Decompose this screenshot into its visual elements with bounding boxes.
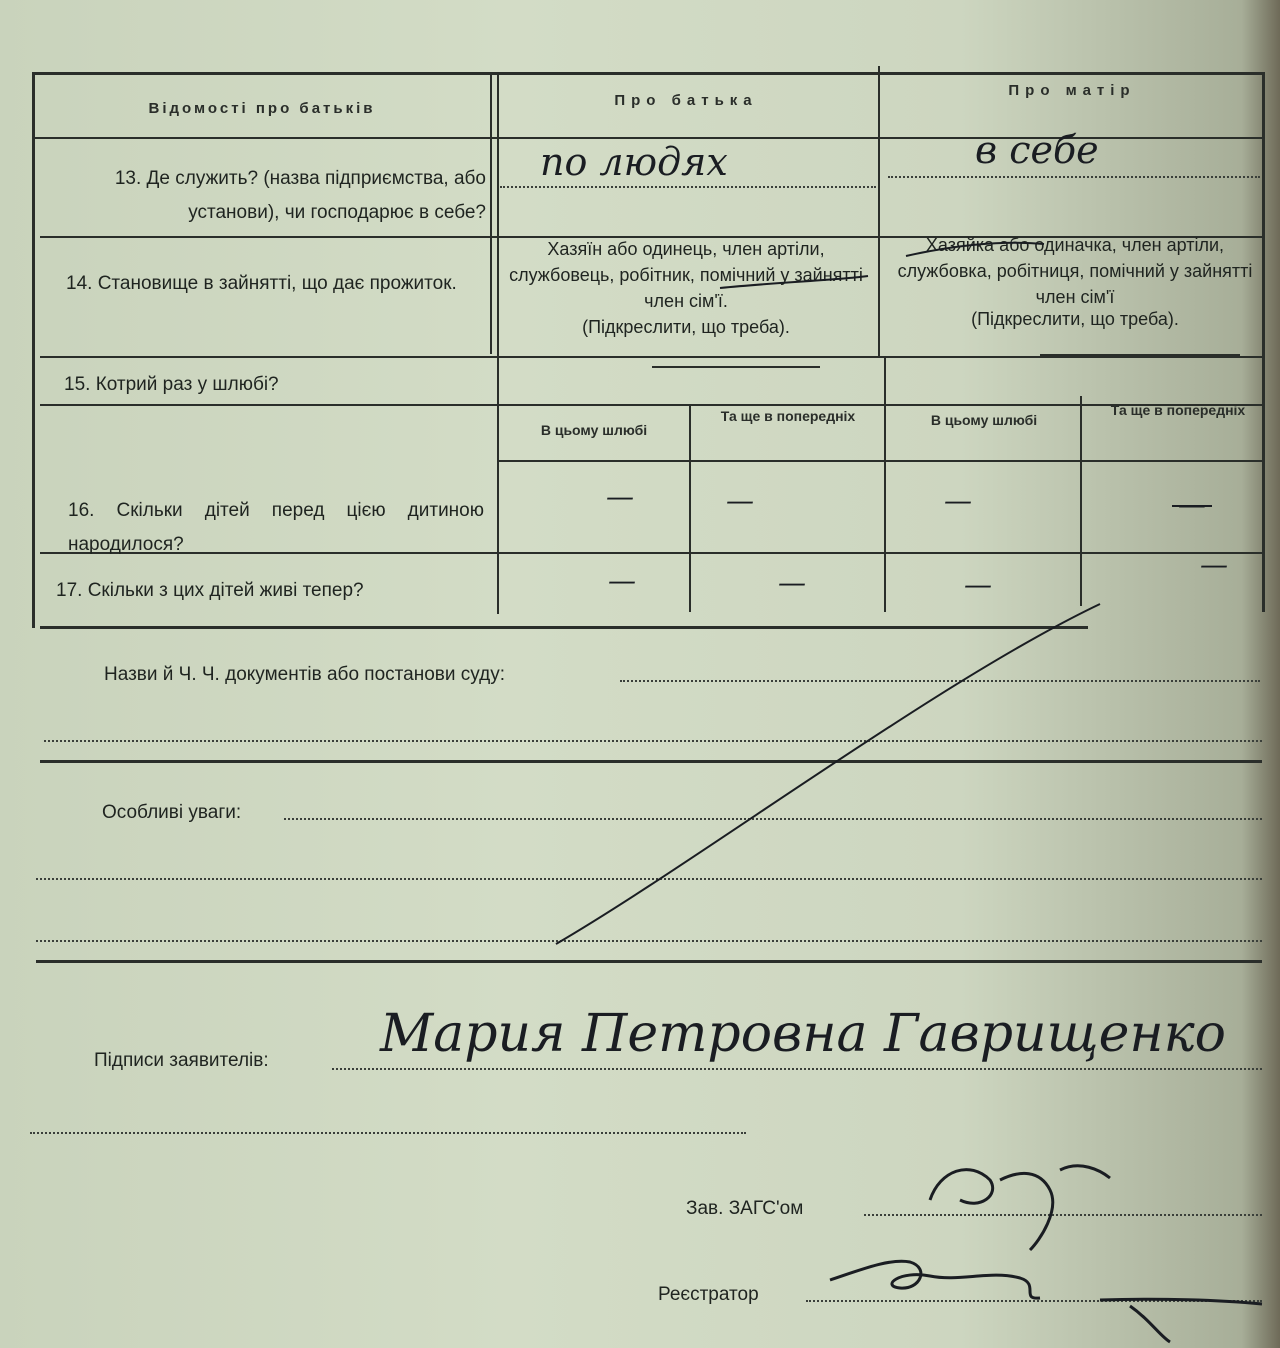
subheader-mother-previous: Та ще в попередніх	[1110, 402, 1246, 418]
father-occupation-note: (Підкреслити, що треба).	[582, 317, 790, 337]
subheader-father-previous: Та ще в попередніх	[720, 408, 856, 424]
question-13: 13. Де служить? (назва підприємства, або установи), чи господарює в себе?	[114, 168, 486, 223]
q17-father-previous: —	[778, 566, 806, 599]
subheader-mother-this: В цьому шлюбі	[930, 412, 1038, 428]
header-parents-info: Відомості про батьків	[148, 100, 376, 117]
cancellation-line	[556, 604, 1100, 944]
header-father: Про батька	[614, 92, 758, 109]
registrar-label: Реєстратор	[658, 1284, 759, 1305]
underline-worker	[720, 276, 868, 288]
q17-father-this: —	[608, 564, 636, 597]
q16-mother-this: —	[944, 484, 972, 517]
q17-mother-this: —	[964, 568, 992, 601]
mother-occupation-options: Хазяйка або одиначка, член артіли, службовка, робітниця, помічний у зайнятті член сім'ї	[897, 235, 1253, 307]
question-17: 17. Скільки з цих дітей живі тепер?	[56, 580, 364, 601]
registrar-signature	[830, 1261, 1262, 1342]
subheader-father-this: В цьому шлюбі	[540, 422, 648, 438]
father-occupation-options: Хазяїн або одинець, член артіли, службовець, робітник, помічний у зайнятті член сім'ї.	[509, 239, 863, 311]
question-16: 16. Скільки дітей перед цією дитиною народилося?	[68, 500, 484, 555]
mother-occupation-note: (Підкреслити, що треба).	[971, 309, 1179, 329]
applicant-signature: Мария Петровна Гаврищенко	[380, 1004, 1226, 1064]
signatures-label: Підписи заявителів:	[94, 1050, 269, 1071]
q16-father-this: —	[606, 480, 634, 513]
mother-workplace-answer: в себе	[975, 128, 1099, 172]
question-14: 14. Становище в зайнятті, що дає прожиток.	[66, 273, 457, 294]
header-mother: Про матір	[1008, 82, 1136, 99]
documents-label: Назви й Ч. Ч. документів або постанови суду:	[104, 664, 505, 685]
notes-label: Особливі уваги:	[102, 802, 242, 823]
head-label: Зав. ЗАГС'ом	[686, 1198, 804, 1219]
q17-mother-previous: —	[1200, 548, 1228, 581]
underline-housewife	[906, 243, 1044, 256]
q16-mother-previous: —	[1178, 488, 1206, 521]
head-signature	[930, 1166, 1110, 1250]
father-workplace-answer: по людях	[540, 140, 728, 184]
q16-father-previous: —	[726, 484, 754, 517]
question-15: 15. Котрий раз у шлюбі?	[64, 374, 279, 395]
